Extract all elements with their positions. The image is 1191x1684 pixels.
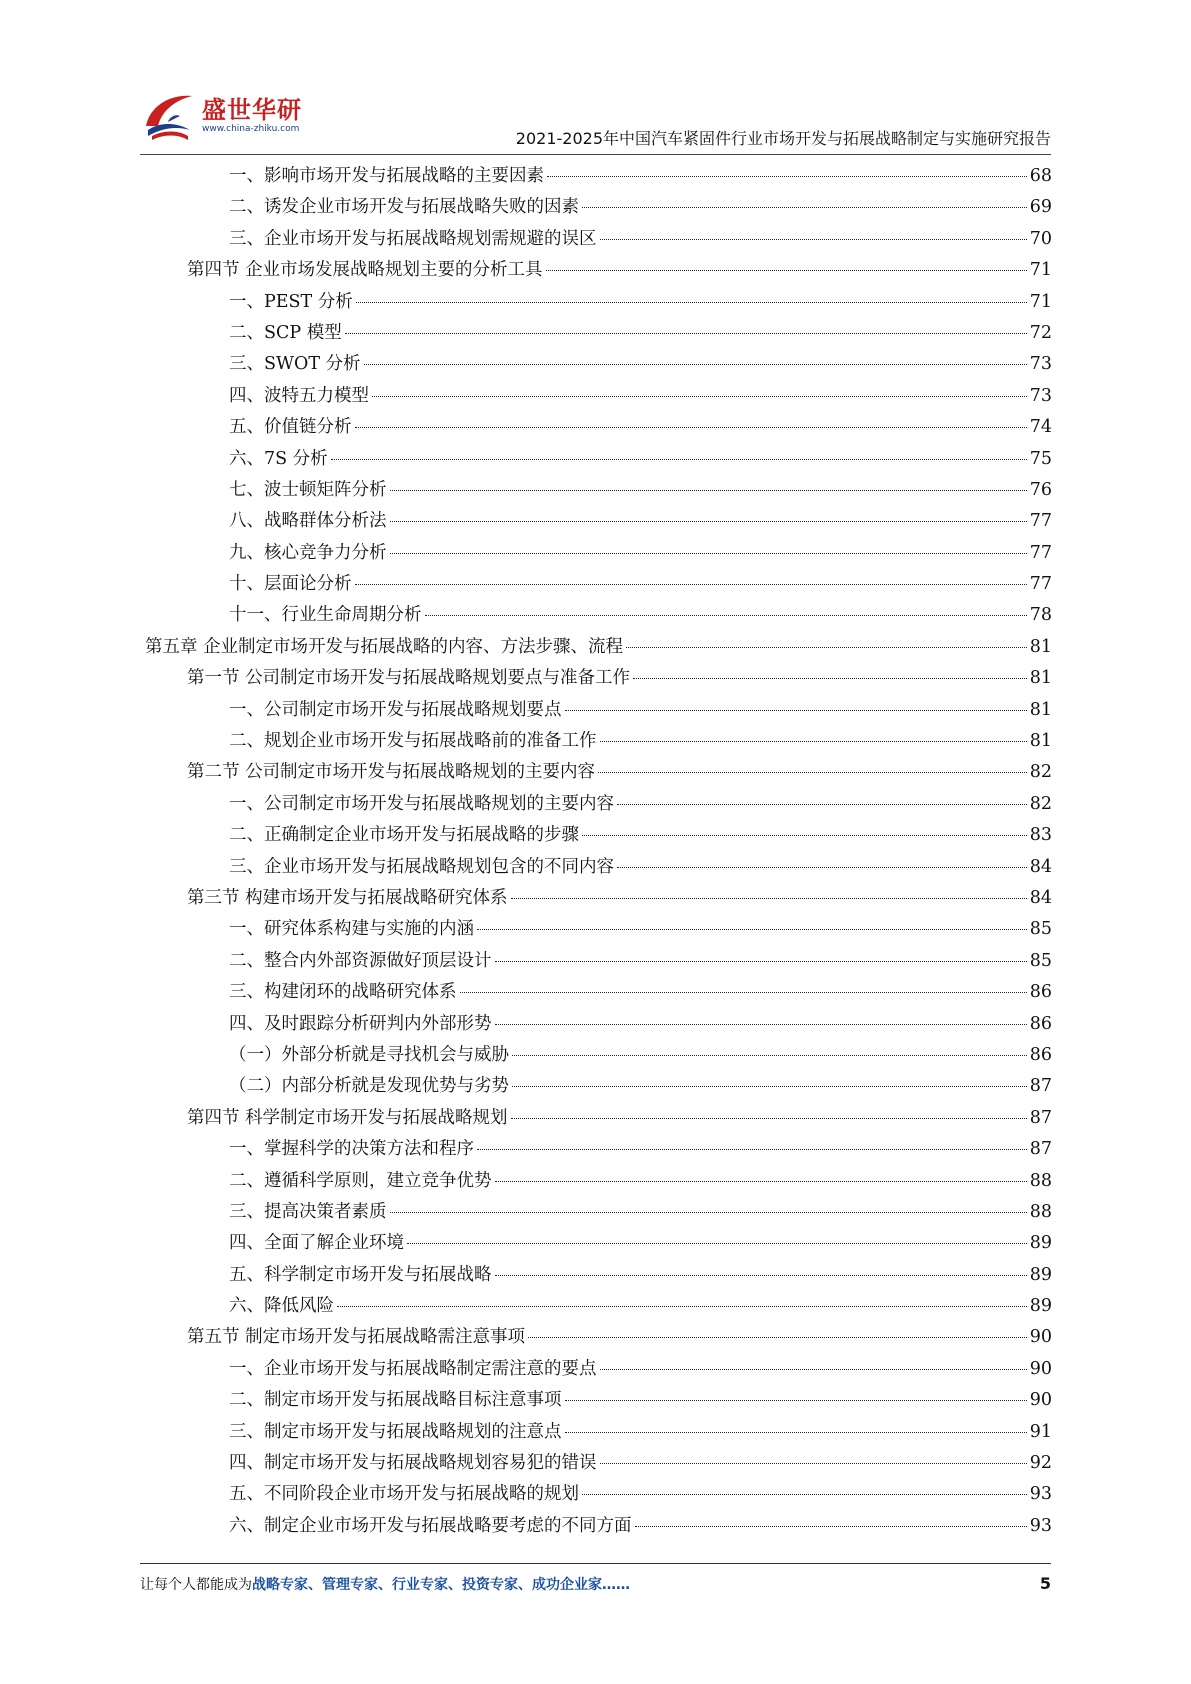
toc-entry[interactable]: [145, 476, 1052, 507]
toc-entry[interactable]: [145, 1041, 1052, 1072]
toc-entry-label: 一、研究体系构建与实施的内涵: [229, 919, 474, 940]
toc-entry-label: 一、掌握科学的决策方法和程序: [229, 1139, 474, 1160]
toc-entry[interactable]: [145, 256, 1052, 287]
toc-entry-page: 81: [1029, 731, 1052, 752]
toc-entry[interactable]: [145, 225, 1052, 256]
toc-entry[interactable]: [145, 821, 1052, 852]
logo-emblem-icon: [140, 86, 200, 146]
toc-dot-leader: [617, 867, 1027, 868]
toc-dot-leader: [372, 396, 1027, 397]
toc-entry-page: 85: [1029, 950, 1052, 971]
toc-entry-page: 81: [1029, 699, 1052, 720]
toc-entry-page: 89: [1029, 1296, 1052, 1317]
toc-entry-page: 82: [1029, 793, 1052, 814]
toc-entry-label: 三、提高决策者素质: [229, 1201, 387, 1222]
toc-entry-label: 二、诱发企业市场开发与拓展战略失败的因素: [229, 197, 579, 218]
toc-entry-label: 二、制定市场开发与拓展战略目标注意事项: [229, 1390, 562, 1411]
toc-entry-page: 89: [1029, 1233, 1052, 1254]
toc-dot-leader: [477, 1149, 1027, 1150]
toc-dot-leader: [495, 1275, 1027, 1276]
toc-entry-label: 二、正确制定企业市场开发与拓展战略的步骤: [229, 825, 579, 846]
toc-entry[interactable]: [145, 570, 1052, 601]
toc-entry-label: 五、科学制定市场开发与拓展战略: [229, 1264, 492, 1285]
toc-entry[interactable]: [145, 978, 1052, 1009]
toc-dot-leader: [511, 1118, 1027, 1119]
report-title: 2021-2025年中国汽车紧固件行业市场开发与拓展战略制定与实施研究报告: [515, 129, 1051, 148]
toc-entry[interactable]: [145, 633, 1052, 664]
toc-dot-leader: [547, 176, 1027, 177]
toc-entry-page: 86: [1029, 1013, 1052, 1034]
toc-dot-leader: [633, 678, 1027, 679]
toc-entry-label: 八、战略群体分析法: [229, 511, 387, 532]
toc-entry-page: 85: [1029, 919, 1052, 940]
toc-dot-leader: [528, 1337, 1027, 1338]
toc-entry-label: 十一、行业生命周期分析: [229, 605, 422, 626]
toc-entry[interactable]: [145, 413, 1052, 444]
toc-entry-label: 第四节 科学制定市场开发与拓展战略规划: [187, 1107, 508, 1128]
toc-entry-label: 六、7S 分析: [229, 448, 328, 469]
toc-entry-page: 88: [1029, 1170, 1052, 1191]
toc-entry-page: 82: [1029, 762, 1052, 783]
toc-entry-label: （二）内部分析就是发现优势与劣势: [229, 1076, 509, 1097]
toc-dot-leader: [512, 1055, 1027, 1056]
toc-entry-label: 四、全面了解企业环境: [229, 1233, 404, 1254]
toc-entry-label: 二、遵循科学原则，建立竞争优势: [229, 1170, 492, 1191]
toc-entry[interactable]: [145, 1167, 1052, 1198]
toc-entry-label: 三、企业市场开发与拓展战略规划包含的不同内容: [229, 856, 614, 877]
toc-dot-leader: [337, 1306, 1027, 1307]
toc-dot-leader: [600, 1369, 1027, 1370]
toc-entry-label: 二、整合内外部资源做好顶层设计: [229, 950, 492, 971]
toc-entry-page: 81: [1029, 668, 1052, 689]
toc-entry[interactable]: [145, 1072, 1052, 1103]
toc-entry[interactable]: [145, 1010, 1052, 1041]
toc-dot-leader: [425, 615, 1027, 616]
toc-entry-label: 三、企业市场开发与拓展战略规划需规避的误区: [229, 228, 597, 249]
toc-entry-page: 93: [1029, 1515, 1052, 1536]
toc-entry-label: 五、价值链分析: [229, 417, 352, 438]
toc-entry-label: 第一节 公司制定市场开发与拓展战略规划要点与准备工作: [187, 668, 631, 689]
toc-entry-page: 93: [1029, 1484, 1052, 1505]
toc-entry-label: 六、降低风险: [229, 1296, 334, 1317]
toc-entry-label: 五、不同阶段企业市场开发与拓展战略的规划: [229, 1484, 579, 1505]
toc-entry[interactable]: [145, 1480, 1052, 1511]
toc-entry-page: 90: [1029, 1358, 1052, 1379]
toc-dot-leader: [565, 1400, 1027, 1401]
toc-entry-page: 86: [1029, 982, 1052, 1003]
toc-entry-page: 71: [1029, 260, 1052, 281]
toc-dot-leader: [617, 804, 1027, 805]
toc-entry[interactable]: [145, 445, 1052, 476]
toc-entry-label: 第二节 公司制定市场开发与拓展战略规划的主要内容: [187, 762, 596, 783]
toc-entry[interactable]: [145, 1323, 1052, 1354]
toc-entry-page: 70: [1029, 228, 1052, 249]
toc-entry-page: 73: [1029, 354, 1052, 375]
toc-dot-leader: [390, 521, 1027, 522]
toc-entry[interactable]: [145, 193, 1052, 224]
toc-entry-page: 71: [1029, 291, 1052, 312]
toc-entry-label: 第四节 企业市场发展战略规划主要的分析工具: [187, 260, 543, 281]
toc-entry-page: 87: [1029, 1107, 1052, 1128]
toc-dot-leader: [512, 1086, 1027, 1087]
toc-dot-leader: [626, 647, 1027, 648]
toc-entry[interactable]: [145, 1229, 1052, 1260]
toc-entry-page: 68: [1029, 166, 1052, 186]
toc-entry-page: 90: [1029, 1327, 1052, 1348]
toc-dot-leader: [355, 584, 1027, 585]
table-of-contents: [145, 162, 1052, 1543]
toc-entry-label: 四、波特五力模型: [229, 385, 369, 406]
toc-entry-page: 81: [1029, 636, 1052, 657]
toc-entry-page: 83: [1029, 825, 1052, 846]
toc-entry-label: 四、及时跟踪分析研判内外部形势: [229, 1013, 492, 1034]
toc-dot-leader: [345, 333, 1027, 334]
toc-dot-leader: [356, 302, 1027, 303]
toc-entry[interactable]: [145, 507, 1052, 538]
toc-entry-label: 第五节 制定市场开发与拓展战略需注意事项: [187, 1327, 526, 1348]
toc-entry[interactable]: [145, 884, 1052, 915]
toc-entry-page: 74: [1029, 417, 1052, 438]
toc-entry-label: 二、规划企业市场开发与拓展战略前的准备工作: [229, 731, 597, 752]
toc-dot-leader: [600, 1463, 1027, 1464]
page-header: [140, 78, 1051, 153]
toc-entry[interactable]: [145, 1198, 1052, 1229]
toc-dot-leader: [582, 835, 1027, 836]
toc-dot-leader: [390, 490, 1027, 491]
toc-entry[interactable]: [145, 1418, 1052, 1449]
toc-dot-leader: [364, 364, 1027, 365]
toc-entry[interactable]: [145, 350, 1052, 381]
toc-entry-page: 72: [1029, 322, 1052, 343]
logo-url: www.china-zhiku.com: [202, 124, 300, 134]
toc-dot-leader: [460, 992, 1027, 993]
toc-entry-label: 十、层面论分析: [229, 574, 352, 595]
toc-dot-leader: [390, 553, 1027, 554]
toc-entry-label: 一、公司制定市场开发与拓展战略规划要点: [229, 699, 562, 720]
toc-dot-leader: [511, 898, 1027, 899]
toc-entry-page: 77: [1029, 542, 1052, 563]
toc-entry-label: 一、影响市场开发与拓展战略的主要因素: [229, 166, 544, 186]
toc-entry[interactable]: [145, 319, 1052, 350]
toc-entry[interactable]: [145, 1104, 1052, 1135]
toc-entry-page: 87: [1029, 1139, 1052, 1160]
toc-entry-label: 一、企业市场开发与拓展战略制定需注意的要点: [229, 1358, 597, 1379]
toc-entry-label: 六、制定企业市场开发与拓展战略要考虑的不同方面: [229, 1515, 632, 1536]
toc-entry-page: 69: [1029, 197, 1052, 218]
toc-entry-label: 三、制定市场开发与拓展战略规划的注意点: [229, 1421, 562, 1442]
footer-slogan-roles: 战略专家、管理专家、行业专家、投资专家、成功企业家……: [252, 1577, 630, 1593]
toc-entry-label: 一、PEST 分析: [229, 291, 353, 312]
toc-dot-leader: [582, 1494, 1027, 1495]
toc-entry[interactable]: [145, 382, 1052, 413]
toc-dot-leader: [600, 239, 1027, 240]
toc-dot-leader: [407, 1243, 1027, 1244]
toc-dot-leader: [355, 427, 1027, 428]
toc-dot-leader: [546, 270, 1027, 271]
toc-dot-leader: [495, 1024, 1027, 1025]
toc-entry[interactable]: [145, 1292, 1052, 1323]
toc-entry-label: 九、核心竞争力分析: [229, 542, 387, 563]
toc-entry-label: 二、SCP 模型: [229, 322, 342, 343]
page-number: 5: [1039, 1574, 1051, 1593]
toc-entry-page: 78: [1029, 605, 1052, 626]
footer-divider: [140, 1563, 1051, 1564]
toc-entry[interactable]: [145, 1449, 1052, 1480]
toc-entry-label: 第五章 企业制定市场开发与拓展战略的内容、方法步骤、流程: [145, 636, 624, 657]
toc-entry[interactable]: [145, 790, 1052, 821]
toc-entry-page: 77: [1029, 511, 1052, 532]
toc-entry-page: 84: [1029, 887, 1052, 908]
page-footer: [140, 1574, 1051, 1600]
logo-name: 盛世华研: [202, 96, 302, 124]
toc-entry[interactable]: [145, 727, 1052, 758]
toc-dot-leader: [635, 1526, 1027, 1527]
footer-slogan-prefix: 让每个人都能成为: [140, 1577, 252, 1593]
toc-dot-leader: [331, 459, 1027, 460]
toc-entry-page: 89: [1029, 1264, 1052, 1285]
toc-entry[interactable]: [145, 162, 1052, 193]
toc-entry-label: 四、制定市场开发与拓展战略规划容易犯的错误: [229, 1453, 597, 1474]
toc-entry-label: 三、构建闭环的战略研究体系: [229, 982, 457, 1003]
toc-dot-leader: [565, 1432, 1027, 1433]
toc-entry[interactable]: [145, 288, 1052, 319]
toc-entry-page: 91: [1029, 1421, 1052, 1442]
toc-entry[interactable]: [145, 1512, 1052, 1543]
toc-dot-leader: [565, 710, 1027, 711]
toc-entry-label: 一、公司制定市场开发与拓展战略规划的主要内容: [229, 793, 614, 814]
toc-entry[interactable]: [145, 1135, 1052, 1166]
toc-entry-page: 73: [1029, 385, 1052, 406]
toc-entry[interactable]: [145, 947, 1052, 978]
toc-entry-label: 七、波士顿矩阵分析: [229, 479, 387, 500]
toc-entry-page: 90: [1029, 1390, 1052, 1411]
toc-entry-page: 75: [1029, 448, 1052, 469]
toc-entry[interactable]: [145, 915, 1052, 946]
toc-entry[interactable]: [145, 853, 1052, 884]
toc-entry-page: 88: [1029, 1201, 1052, 1222]
company-logo: [140, 86, 320, 148]
toc-dot-leader: [495, 961, 1027, 962]
toc-entry-label: 三、SWOT 分析: [229, 354, 361, 375]
toc-entry-page: 84: [1029, 856, 1052, 877]
toc-dot-leader: [600, 741, 1027, 742]
toc-entry-page: 92: [1029, 1453, 1052, 1474]
toc-entry-page: 87: [1029, 1076, 1052, 1097]
toc-dot-leader: [598, 772, 1027, 773]
toc-dot-leader: [582, 207, 1027, 208]
toc-dot-leader: [390, 1212, 1027, 1213]
toc-entry-page: 76: [1029, 479, 1052, 500]
toc-entry[interactable]: [145, 1386, 1052, 1417]
toc-entry[interactable]: [145, 539, 1052, 570]
toc-entry[interactable]: [145, 1355, 1052, 1386]
header-divider: [140, 154, 1051, 155]
toc-entry[interactable]: [145, 601, 1052, 632]
toc-entry-label: 第三节 构建市场开发与拓展战略研究体系: [187, 887, 508, 908]
toc-entry[interactable]: [145, 758, 1052, 789]
toc-entry-page: 86: [1029, 1044, 1052, 1065]
toc-entry[interactable]: [145, 696, 1052, 727]
toc-entry-page: 77: [1029, 574, 1052, 595]
toc-dot-leader: [477, 929, 1027, 930]
toc-dot-leader: [495, 1181, 1027, 1182]
toc-entry[interactable]: [145, 1261, 1052, 1292]
toc-entry[interactable]: [145, 664, 1052, 695]
toc-entry-label: （一）外部分析就是寻找机会与威胁: [229, 1044, 509, 1065]
